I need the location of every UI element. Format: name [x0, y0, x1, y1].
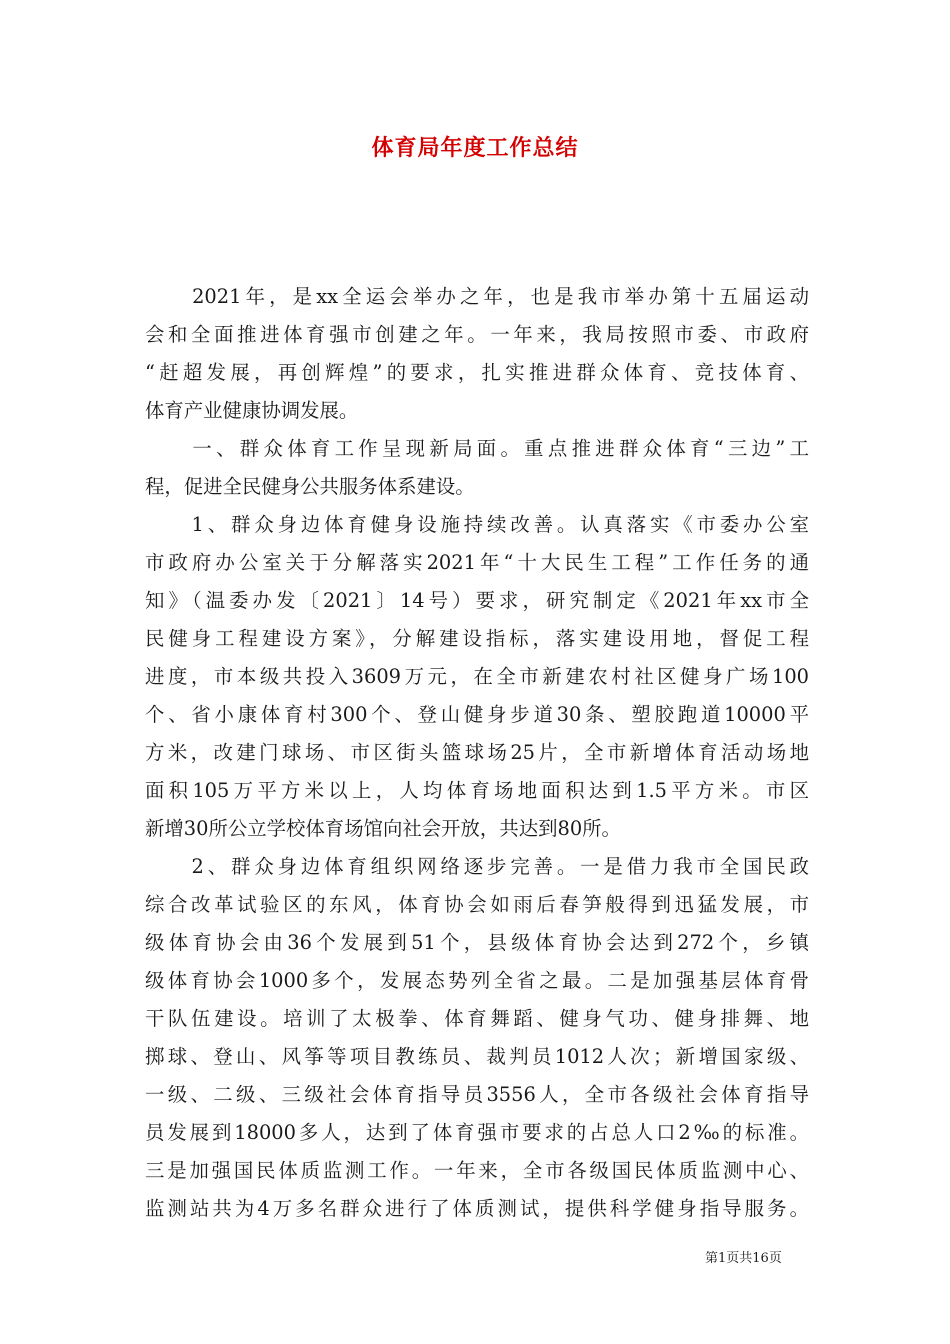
text-line: 三是加强国民体质监测工作。一年来，全市各级国民体质监测中心、: [145, 1159, 809, 1182]
text-line: 体育产业健康协调发展。: [145, 399, 359, 422]
text-line: 监测站共为4万多名群众进行了体质测试，提供科学健身指导服务。: [145, 1197, 809, 1220]
text-line: 一级、二级、三级社会体育指导员3556人，全市各级社会体育指导: [145, 1083, 809, 1106]
text-line: 知》（温委办发〔2021〕14号）要求，研究制定《2021年xx市全: [145, 589, 809, 612]
text-line: 级体育协会由36个发展到51个，县级体育协会达到272个，乡镇: [145, 931, 809, 954]
text-line: 1、群众身边体育健身设施持续改善。认真落实《市委办公室: [145, 513, 809, 536]
text-line: 个、省小康体育村300个、登山健身步道30条、塑胶跑道10000平: [145, 703, 809, 726]
text-line: 面积105万平方米以上，人均体育场地面积达到1.5平方米。市区: [145, 779, 809, 802]
text-line: 新增30所公立学校体育场馆向社会开放，共达到80所。: [145, 817, 621, 840]
page-number: 第1页共16页: [705, 1251, 782, 1266]
text-line: 级体育协会1000多个，发展态势列全省之最。二是加强基层体育骨: [145, 969, 809, 992]
document-title: 体育局年度工作总结: [371, 135, 579, 161]
text-line: 员发展到18000多人，达到了体育强市要求的占总人口2‰的标准。: [145, 1121, 809, 1144]
text-line: 市政府办公室关于分解落实2021年“十大民生工程”工作任务的通: [145, 551, 809, 574]
text-line: 干队伍建设。培训了太极拳、体育舞蹈、健身气功、健身排舞、地: [145, 1007, 809, 1030]
text-line: “赶超发展，再创辉煌”的要求，扎实推进群众体育、竞技体育、: [145, 361, 809, 384]
text-line: 掷球、登山、风筝等项目教练员、裁判员1012人次；新增国家级、: [145, 1045, 809, 1068]
text-line: 2、群众身边体育组织网络逐步完善。一是借力我市全国民政: [145, 855, 809, 878]
text-line: 综合改革试验区的东风，体育协会如雨后春笋般得到迅猛发展，市: [145, 893, 809, 916]
text-line: 民健身工程建设方案》，分解建设指标，落实建设用地，督促工程: [145, 627, 809, 650]
text-line: 方米，改建门球场、市区街头篮球场25片，全市新增体育活动场地: [145, 741, 809, 764]
text-line: 2021年，是xx全运会举办之年，也是我市举办第十五届运动: [145, 285, 809, 308]
text-line: 程，促进全民健身公共服务体系建设。: [145, 475, 475, 498]
document-body: [145, 278, 809, 1228]
text-line: 一、群众体育工作呈现新局面。重点推进群众体育“三边”工: [145, 437, 809, 460]
text-line: 进度，市本级共投入3609万元，在全市新建农村社区健身广场100: [145, 665, 809, 688]
text-line: 会和全面推进体育强市创建之年。一年来，我局按照市委、市政府: [145, 323, 809, 346]
